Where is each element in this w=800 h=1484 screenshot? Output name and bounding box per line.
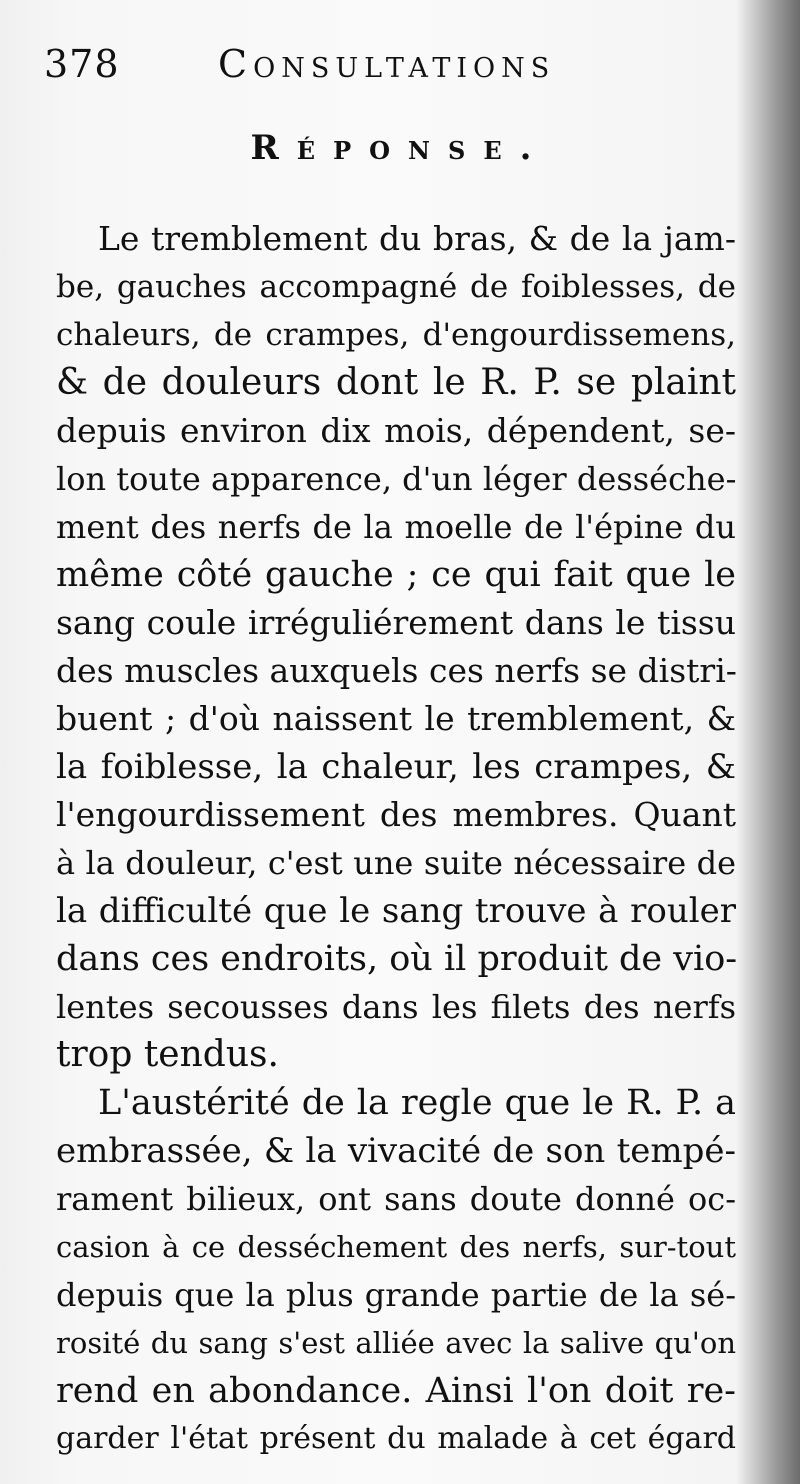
page-number: 378 <box>44 42 120 86</box>
text-line: & de douleurs dont le R. P. se plaint <box>56 362 736 403</box>
text-line: casion à ce desséchement des nerfs, sur-tout <box>56 1230 736 1264</box>
text-line: lon toute apparence, d'un léger desséche- <box>56 460 737 498</box>
text-line: be, gauches accompagné de foiblesses, de <box>56 269 736 305</box>
paragraph-2 <box>56 1079 736 1463</box>
running-head: Consultations <box>218 42 556 86</box>
section-title: Réponse. <box>250 128 550 168</box>
text-line: ment des nerfs de la moelle de l'épine du <box>56 508 736 546</box>
text-line: rament bilieux, ont sans doute donné oc- <box>56 1180 736 1218</box>
text-line: L'austérité de la regle que le R. P. a <box>98 1083 736 1123</box>
text-line: trop tendus. <box>56 1034 279 1075</box>
text-line: depuis environ dix mois, dépendent, se- <box>56 411 736 450</box>
text-line: depuis que la plus grande partie de la sé- <box>56 1276 736 1314</box>
text-line: dans ces endroits, où il produit de vio- <box>56 939 738 979</box>
text-line: l'engourdissement des membres. Quant <box>56 795 736 834</box>
body-text <box>56 215 736 1463</box>
text-line: chaleurs, de crampes, d'engourdissemens, <box>56 317 736 353</box>
page-header <box>0 42 800 102</box>
text-line: sang coule irréguliérement dans le tissu <box>56 603 736 642</box>
text-line: garder l'état présent du malade à cet égard <box>56 1421 736 1456</box>
text-line: lentes secousses dans les filets des nerfs <box>56 988 736 1026</box>
text-line: Le tremblement du bras, & de la jam- <box>98 219 736 258</box>
text-line: embrassée, & la vivacité de son tempé- <box>56 1131 736 1171</box>
text-line: rosité du sang s'est alliée avec la salive qu'on <box>56 1326 736 1360</box>
text-line: buent ; d'où naissent le tremblement, & <box>56 699 736 738</box>
text-line: même côté gauche ; ce qui fait que le <box>56 555 736 595</box>
text-line: des muscles auxquels ces nerfs se distri- <box>56 651 737 690</box>
text-line: la difficulté que le sang trouve à rouler <box>56 891 736 931</box>
text-line: la foiblesse, la chaleur, les crampes, & <box>56 747 736 787</box>
paragraph-1 <box>56 215 736 1079</box>
text-line: à la douleur, c'est une suite nécessaire de <box>56 844 736 882</box>
text-line: rend en abondance. Ainsi l'on doit re- <box>56 1371 736 1411</box>
